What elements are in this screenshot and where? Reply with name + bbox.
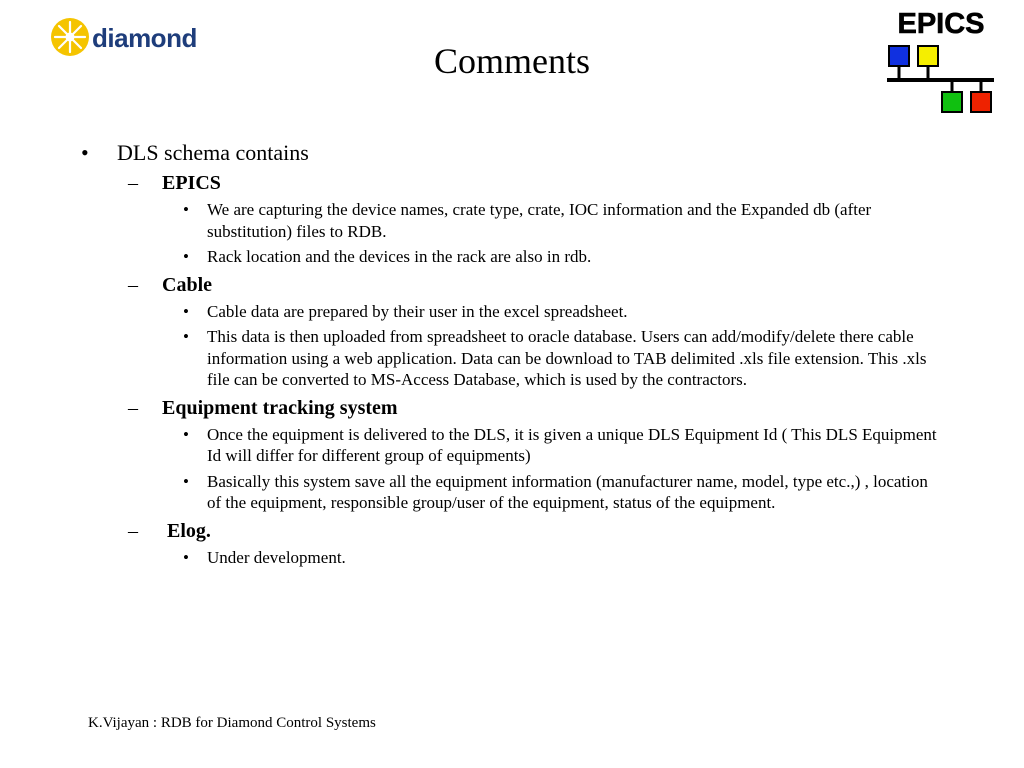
section-bullet — [72, 326, 942, 391]
section-bullet-text: This data is then uploaded from spreadsheet to oracle database. Users can add/modify/delete there cable information using a web application. Data can be download to TAB delimited .xls file extension. This .xls file can be converted to MS-Access Database, which is used by the contractors. — [207, 327, 927, 389]
dash-marker: – — [128, 519, 138, 542]
section-bullet-text: Cable data are prepared by their user in the excel spreadsheet. — [207, 301, 628, 321]
section-bullet-text: Rack location and the devices in the rack are also in rdb. — [207, 247, 592, 266]
section-bullet — [72, 471, 942, 514]
dash-marker: – — [128, 273, 138, 296]
bullet-marker: • — [183, 471, 189, 491]
section-bullet — [72, 301, 942, 323]
bullet-marker: • — [183, 200, 189, 219]
section-bullet — [72, 199, 942, 242]
section-bullet-text: Once the equipment is delivered to the DLS, it is given a unique DLS Equipment Id ( This DLS Equipment Id will differ for different group of equipments) — [207, 424, 937, 465]
dash-marker: – — [128, 172, 138, 194]
section-bullet-text: Under development. — [207, 547, 346, 567]
dash-marker: – — [128, 396, 138, 419]
section-bullet-text: We are capturing the device names, crate type, crate, IOC information and the Expanded db (after substitution) files to RDB. — [207, 200, 872, 241]
bullet-marker: • — [81, 140, 89, 165]
top-bullet — [72, 140, 942, 166]
section-heading — [72, 171, 942, 195]
epics-logo-text: EPICS — [897, 8, 985, 40]
bullet-marker: • — [183, 301, 189, 321]
section-heading — [72, 519, 942, 543]
bullet-marker: • — [183, 327, 189, 346]
bullet-marker: • — [183, 247, 189, 266]
section-heading-text: Equipment tracking system — [162, 396, 398, 419]
slide-content — [72, 140, 942, 572]
footer-text: K.Vijayan : RDB for Diamond Control Systems — [88, 715, 376, 731]
section-heading-text: Cable — [162, 273, 212, 296]
bullet-marker: • — [183, 547, 189, 567]
section-heading — [72, 396, 942, 420]
page-title: Comments — [433, 41, 590, 81]
section-bullet — [72, 547, 942, 569]
section-bullet — [72, 246, 942, 268]
section-heading-text: Elog. — [162, 519, 211, 542]
section-heading-text: EPICS — [162, 172, 221, 194]
section-bullet — [72, 424, 942, 467]
section-heading — [72, 273, 942, 297]
section-bullet-text: Basically this system save all the equipment information (manufacturer name, model, type etc.,) , location of the equipment, responsible group/user of the equipment, status of the equipment. — [207, 471, 928, 512]
diamond-logo-text: diamond — [92, 23, 197, 53]
bullet-marker: • — [183, 424, 189, 444]
top-bullet-text: DLS schema contains — [117, 140, 309, 165]
